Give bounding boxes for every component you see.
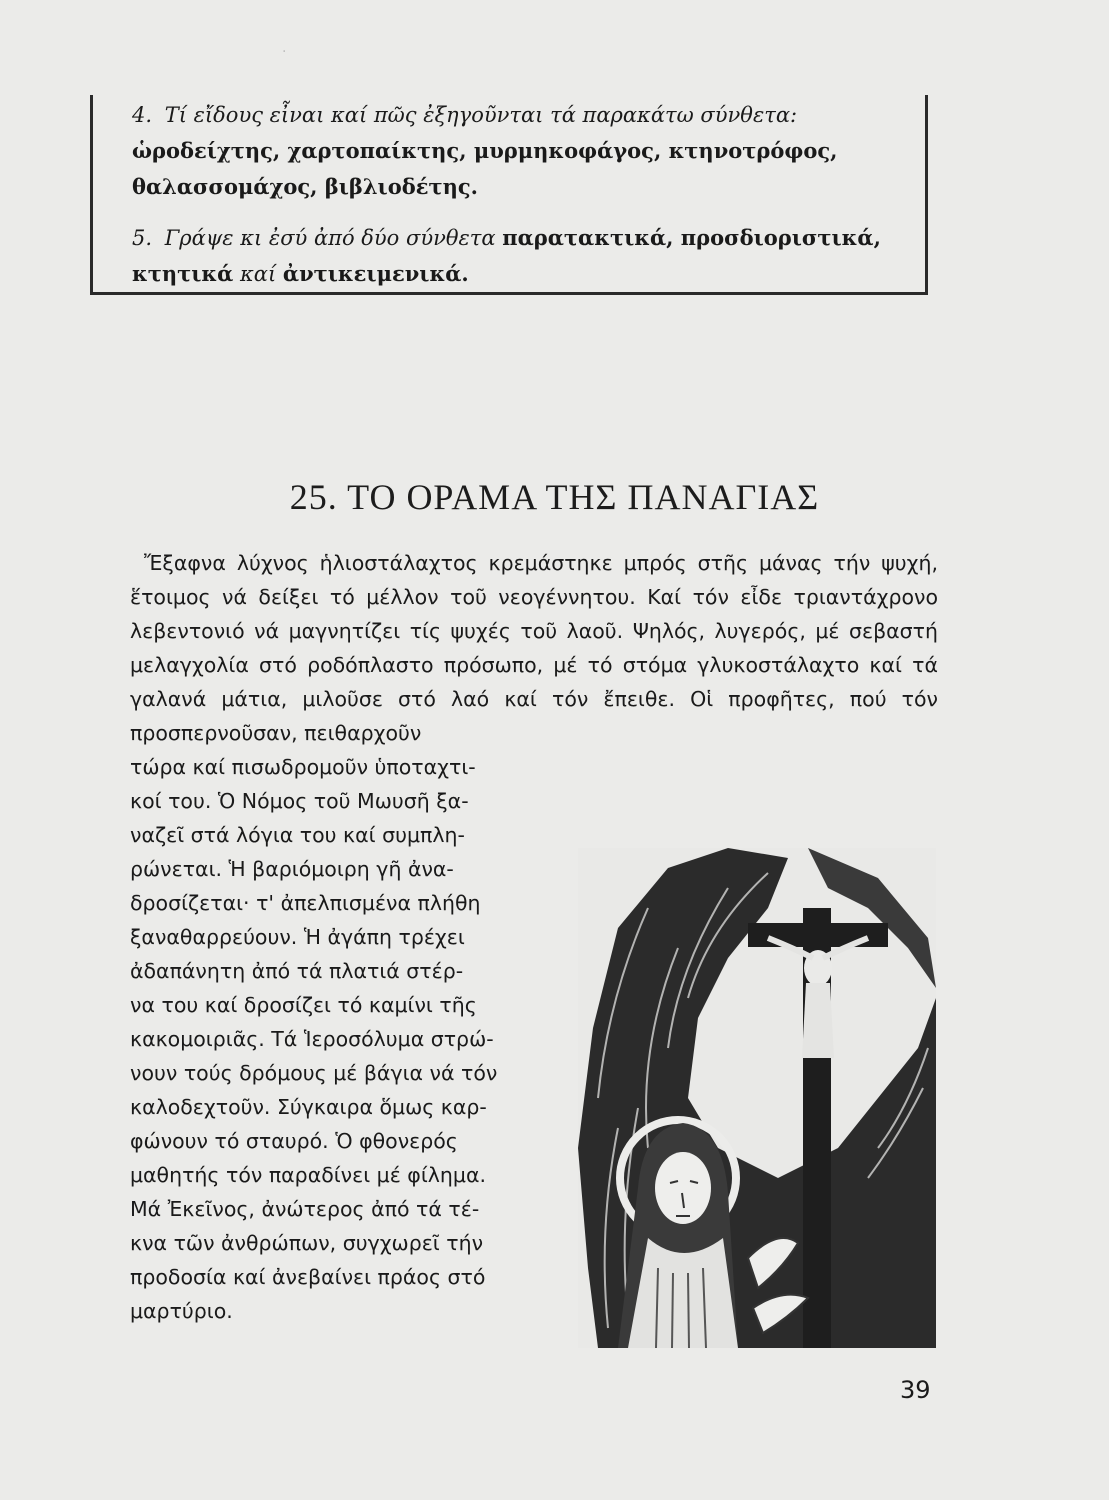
paragraph-full-width: Ἔξαφνα λύχνος ἡλιοστάλαχτος κρεμάστηκε μπρός στῆς μάνας τήν ψυχή, ἕτοιμος νά δείξει τό μέλλον τοῦ νεογέννητου. Καί τόν εἶδε τριαντάχρονο λεβεντονιό νά μαγνητίζει τίς ψυχές τοῦ λαοῦ. Ψηλός, λυγερός, μέ σεβαστή μελαγχολία στό ροδόπλαστο πρόσωπο, μέ τό στόμα γλυκοστάλαχτο καί τά γαλανά μάτια, μιλοῦσε στό λαό καί τόν ἔπειθε. Οἱ προφῆτες, πού τόν προσπερνοῦσαν, πειθαρχοῦν	[130, 551, 938, 745]
paragraph-line: μαθητής τόν παραδίνει μέ φίλημα.	[130, 1163, 486, 1187]
paragraph-line: ναζεῖ στά λόγια του καί συμπλη-	[130, 823, 465, 847]
exercise-5-types-1: παρατακτικά, προσδιοριστικά,	[502, 225, 881, 250]
paragraph-line: φώνουν τό σταυρό. Ὁ φθονερός	[130, 1129, 458, 1153]
paragraph-line: κοί του. Ὁ Νόμος τοῦ Μωυσῆ ξα-	[130, 789, 469, 813]
paragraph-line: κνα τῶν ἀνθρώπων, συγχωρεῖ τήν	[130, 1231, 484, 1255]
paragraph-line: κακομοιριᾶς. Τά Ἱεροσόλυμα στρώ-	[130, 1027, 494, 1051]
paragraph-line: δροσίζεται· τ' ἀπελπισμένα πλήθη	[130, 891, 481, 915]
exercise-5-number: 5.	[132, 226, 153, 250]
woodcut-illustration-virgin-and-cross	[578, 848, 936, 1348]
exercise-5-types-2: κτητικά	[132, 261, 234, 286]
paragraph-line: Μά Ἐκεῖνος, ἀνώτερος ἀπό τά τέ-	[130, 1197, 480, 1221]
paragraph-line: ρώνεται. Ἡ βαριόμοιρη γῆ ἀνα-	[130, 857, 454, 881]
paragraph-narrow-column	[130, 750, 497, 1328]
exercise-4-question: Τί εἴδους εἶναι καί πῶς ἐξηγοῦνται τά παρακάτω σύνθετα:	[164, 103, 798, 127]
paragraph-line: ξαναθαρρεύουν. Ἡ ἀγάπη τρέχει	[130, 925, 465, 949]
exercise-5-lead: Γράψε κι ἐσύ ἀπό δύο σύνθετα	[164, 226, 496, 250]
stray-mark: .	[282, 40, 287, 56]
paragraph-line: τώρα καί πισωδρομοῦν ὑποταχτι-	[130, 755, 476, 779]
paragraph-line: ἀδαπάνητη ἀπό τά πλατιά στέρ-	[130, 959, 464, 983]
exercise-5	[132, 220, 922, 292]
chapter-title: 25. ΤΟ ΟΡΑΜΑ ΤΗΣ ΠΑΝΑΓΙΑΣ	[289, 477, 820, 517]
exercise-5-conj: καί	[240, 262, 277, 286]
exercise-4	[132, 97, 922, 205]
paragraph-line: νουν τούς δρόμους μέ βάγια νά τόν	[130, 1061, 498, 1085]
exercise-4-words: ὡροδείχτης, χαρτοπαίκτης, μυρμηκοφάγος, κτηνοτρόφος, θαλασσομάχος, βιβλιοδέτης.	[132, 138, 838, 199]
page-number: 39	[900, 1376, 931, 1404]
exercise-5-types-3: ἀντικειμενικά.	[282, 261, 469, 286]
paragraph-line: καλοδεχτοῦν. Σύγκαιρα ὅμως καρ-	[130, 1095, 487, 1119]
paragraph-line: προδοσία καί ἀνεβαίνει πράος στό	[130, 1265, 486, 1289]
paragraph-line: μαρτύριο.	[130, 1299, 233, 1323]
exercise-4-number: 4.	[132, 103, 153, 127]
paragraph-line: να του καί δροσίζει τό καμίνι τῆς	[130, 993, 477, 1017]
